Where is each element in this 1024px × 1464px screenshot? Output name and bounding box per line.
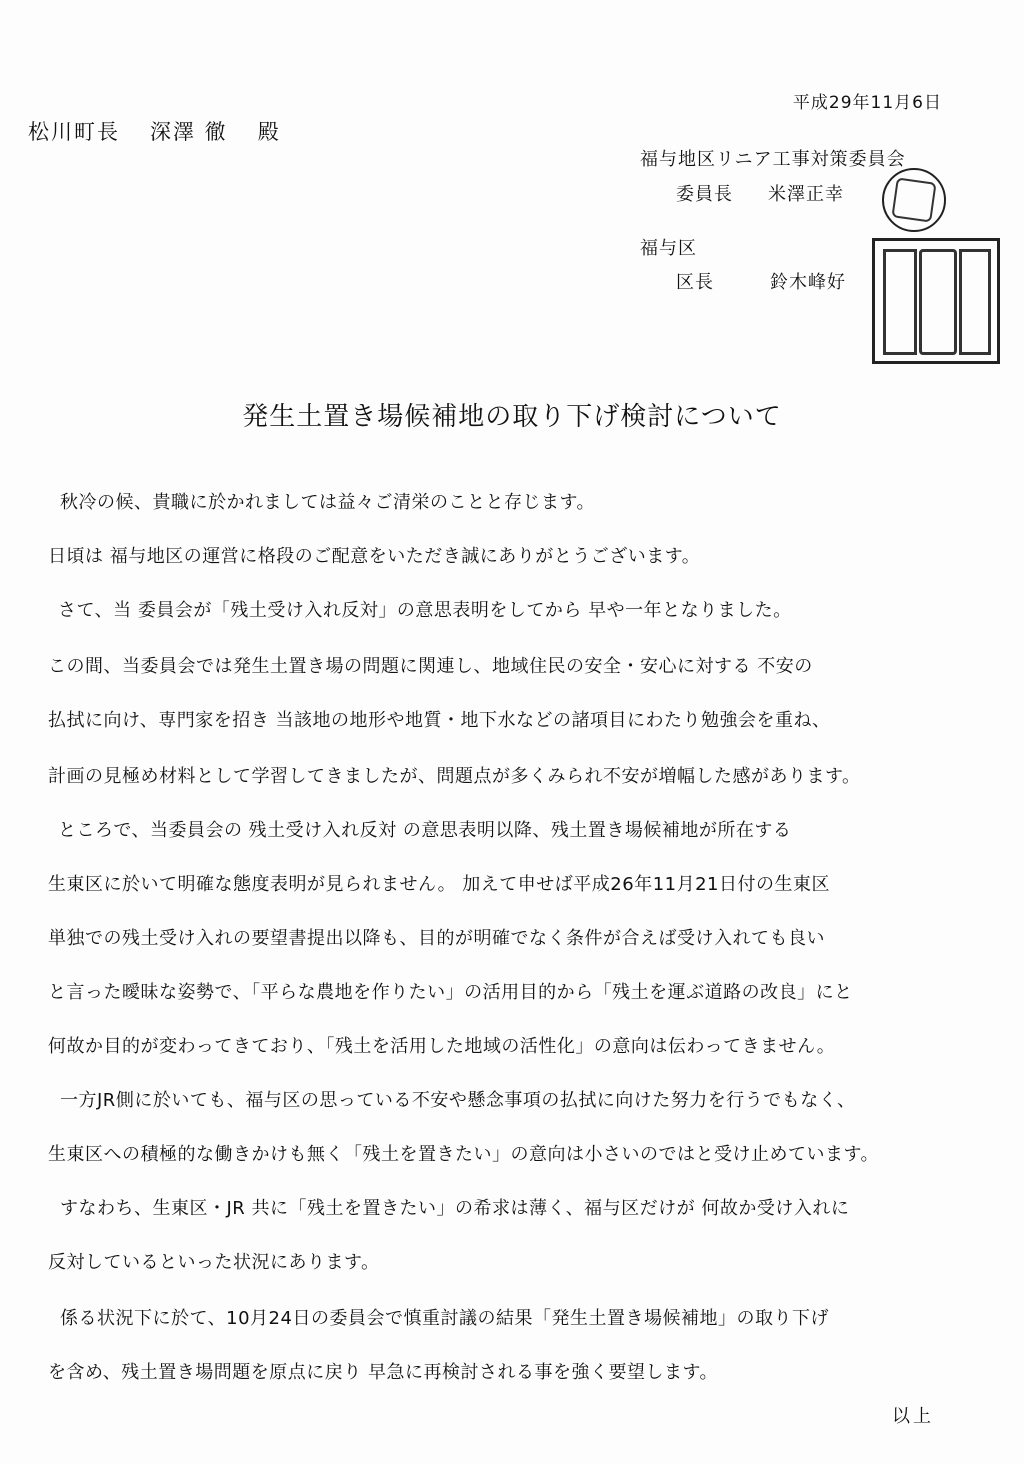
body-line: 計画の見極め材料として学習してきましたが、問題点が多くみられ不安が増幅した感があります。	[48, 766, 861, 787]
body-line: 日頃は 福与地区の運営に格段のご配意をいただき誠にありがとうございます。	[48, 546, 701, 567]
sender-committee: 福与地区リニア工事対策委員会	[640, 149, 906, 170]
addressee	[28, 116, 281, 146]
addressee-name: 深澤 徹	[150, 120, 228, 144]
body-line: を含め、残土置き場問題を原点に戻り 早急に再検討される事を強く要望します。	[48, 1362, 719, 1383]
body-line: すなわち、生東区・JR 共に「残土を置きたい」の希求は薄く、福与区だけが 何故か受け入れに	[60, 1198, 850, 1219]
body-line: ところで、当委員会の 残土受け入れ反対 の意思表明以降、残土置き場候補地が所在する	[58, 820, 792, 841]
body-line: この間、当委員会では発生土置き場の問題に関連し、地域住民の安全・安心に対する 不安の	[48, 656, 813, 677]
body-line: 単独での残土受け入れの要望書提出以降も、目的が明確でなく条件が合えば受け入れても良い	[48, 928, 825, 949]
body-line: 一方JR側に於いても、福与区の思っている不安や懸念事項の払拭に向けた努力を行うでもなく、	[60, 1090, 856, 1111]
sender-chair-name: 米澤正幸	[768, 184, 844, 205]
sender-head-name: 鈴木峰好	[770, 272, 846, 293]
body-line: 生東区に於いて明確な態度表明が見られません。 加えて申せば平成26年11月21日付の生東区	[48, 874, 831, 895]
sender-head-role: 区長	[676, 272, 714, 293]
addressee-honorific: 殿	[257, 120, 281, 144]
body-line: 生東区への積極的な働きかけも無く「残土を置きたい」の意向は小さいのではと受け止めています。	[48, 1144, 880, 1165]
sender-chair-role: 委員長	[676, 184, 733, 205]
chair-seal-stamp	[882, 168, 946, 232]
body-line: 何故か目的が変わってきており、「残土を活用した地域の活性化」の意向は伝わってきません。	[48, 1036, 836, 1057]
body-line: と言った曖昧な姿勢で、「平らな農地を作りたい」の活用目的から「残土を運ぶ道路の改良」にと	[48, 982, 853, 1003]
body-line: 係る状況下に於て、10月24日の委員会で慎重討議の結果「発生土置き場候補地」の取り下げ	[60, 1308, 829, 1329]
closing-mark: 以上	[892, 1406, 934, 1427]
document-date: 平成29年11月6日	[792, 93, 942, 113]
body-line: 反対しているといった状況にあります。	[48, 1252, 380, 1273]
document-title: 発生土置き場候補地の取り下げ検討について	[242, 402, 782, 432]
sender-district: 福与区	[640, 238, 697, 259]
body-line: 払拭に向け、専門家を招き 当該地の地形や地質・地下水などの諸項目にわたり勉強会を重ね、	[48, 710, 831, 731]
district-seal-stamp	[872, 238, 1000, 364]
body-line: さて、当 委員会が「残土受け入れ反対」の意思表明をしてから 早や一年となりました。	[58, 600, 792, 621]
body-line: 秋冷の候、貴職に於かれましては益々ご清栄のことと存じます。	[60, 492, 596, 513]
addressee-title: 松川町長	[28, 120, 120, 144]
